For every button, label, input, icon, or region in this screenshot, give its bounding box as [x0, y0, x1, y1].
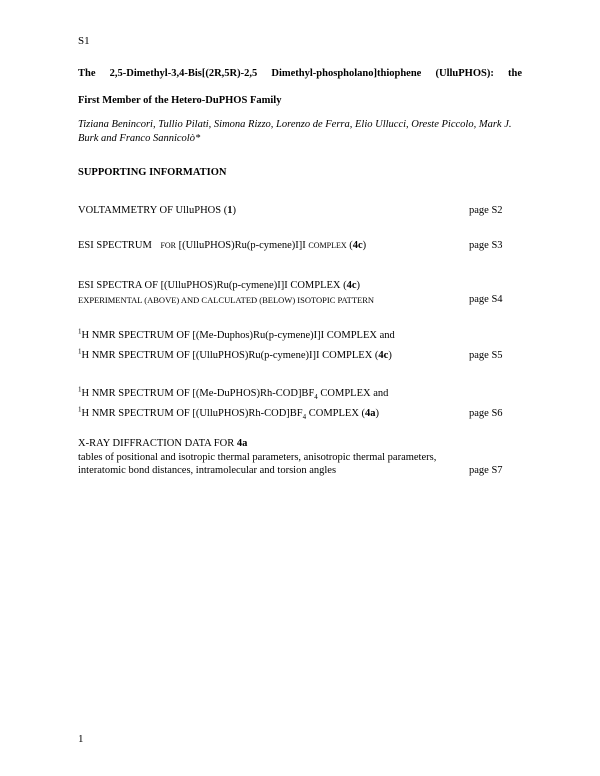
toc-entry-nmr-meduphos-ru — [78, 327, 395, 341]
toc-page-s7: page S7 — [469, 465, 503, 476]
title-line-2: First Member of the Hetero-DuPHOS Family — [78, 95, 282, 106]
toc-entry-text: COMPLEX ( — [306, 408, 366, 419]
authors: Tiziana Benincori, Tullio Pilati, Simona Rizzo, Lorenzo de Ferra, Elio Ullucci, Oreste Piccolo, Mark J. Burk and Franco Sannicolò* — [78, 119, 512, 144]
compound-number: 4a — [236, 438, 248, 449]
footer-page-number: 1 — [78, 733, 84, 745]
toc-page-s3: page S3 — [469, 240, 503, 251]
toc-page-s2: page S2 — [469, 205, 503, 216]
toc-entry-text-end: ) — [362, 240, 367, 251]
superscript-1: 1 — [78, 347, 82, 356]
subscript-4: 4 — [314, 393, 318, 402]
toc-entry-text: H NMR SPECTRUM OF [(Me-Duphos)Ru(p-cymene)I]I COMPLEX and — [81, 330, 395, 341]
toc-entry-nmr-meduphos-rh — [78, 385, 389, 402]
subscript-4: 4 — [302, 413, 307, 422]
toc-entry-smallcaps: COMPLEX — [308, 241, 347, 250]
toc-entry-voltammetry — [78, 205, 236, 216]
toc-entry-nmr-ullu-ru — [78, 347, 392, 361]
toc-entry-text-end: ) — [375, 408, 380, 419]
toc-entry-text: H NMR SPECTRUM OF [(Me-DuPHOS)Rh-COD]BF — [81, 388, 315, 399]
toc-entry-text: ESI SPECTRUM — [78, 240, 152, 251]
superscript-1: 1 — [78, 405, 82, 414]
toc-entry-text-end: ) — [232, 205, 236, 216]
toc-entry-text-end: ) — [388, 350, 392, 361]
toc-entry-text-end: ) — [356, 280, 361, 291]
superscript-1: 1 — [78, 327, 82, 336]
toc-entry-text: H NMR SPECTRUM OF [(UlluPHOS)Ru(p-cymene)I]I COMPLEX ( — [81, 350, 379, 361]
toc-entry-nmr-ullu-rh — [78, 405, 380, 422]
toc-entry-xray — [78, 438, 247, 449]
toc-entry-text: [(UlluPHOS)Ru(p-cymene)I]I — [178, 240, 306, 251]
title-line-1: The 2,5-Dimethyl-3,4-Bis[(2R,5R)-2,5 Dimethyl-phospholano]thiophene (UlluPHOS): the — [78, 68, 522, 79]
superscript-1: 1 — [78, 385, 82, 394]
compound-number: 4c — [352, 240, 363, 251]
toc-entry-subtitle: EXPERIMENTAL (ABOVE) AND CALCULATED (BELOW) ISOTOPIC PATTERN — [78, 295, 375, 305]
toc-page-s6: page S6 — [469, 408, 503, 419]
toc-entry-text-end: COMPLEX and — [317, 388, 389, 399]
compound-number: 1 — [227, 205, 233, 216]
page-id: S1 — [78, 35, 90, 47]
toc-page-s4: page S4 — [469, 294, 503, 305]
toc-page-s5: page S5 — [469, 350, 503, 361]
toc-entry-esi-spectrum — [78, 240, 366, 251]
toc-entry-text: X-RAY DIFFRACTION DATA FOR — [78, 438, 237, 449]
toc-entry-text: ( — [349, 240, 353, 251]
section-heading: SUPPORTING INFORMATION — [78, 167, 227, 178]
toc-entry-text: VOLTAMMETRY OF UlluPHOS ( — [78, 205, 228, 216]
compound-number: 4c — [346, 280, 357, 291]
toc-entry-esi-spectra — [78, 280, 360, 291]
compound-number: 4a — [365, 408, 376, 419]
toc-entry-xray-description: tables of positional and isotropic thermal parameters, anisotropic thermal parameters, interatomic bond distances, intramolecular and torsion angles — [78, 452, 437, 476]
toc-entry-text: ESI SPECTRA OF [(UlluPHOS)Ru(p-cymene)I]I COMPLEX ( — [78, 280, 347, 291]
compound-number: 4c — [378, 350, 389, 361]
toc-entry-text: H NMR SPECTRUM OF [(UlluPHOS)Rh-COD]BF — [81, 408, 303, 419]
toc-entry-smallcaps: FOR — [160, 241, 176, 250]
